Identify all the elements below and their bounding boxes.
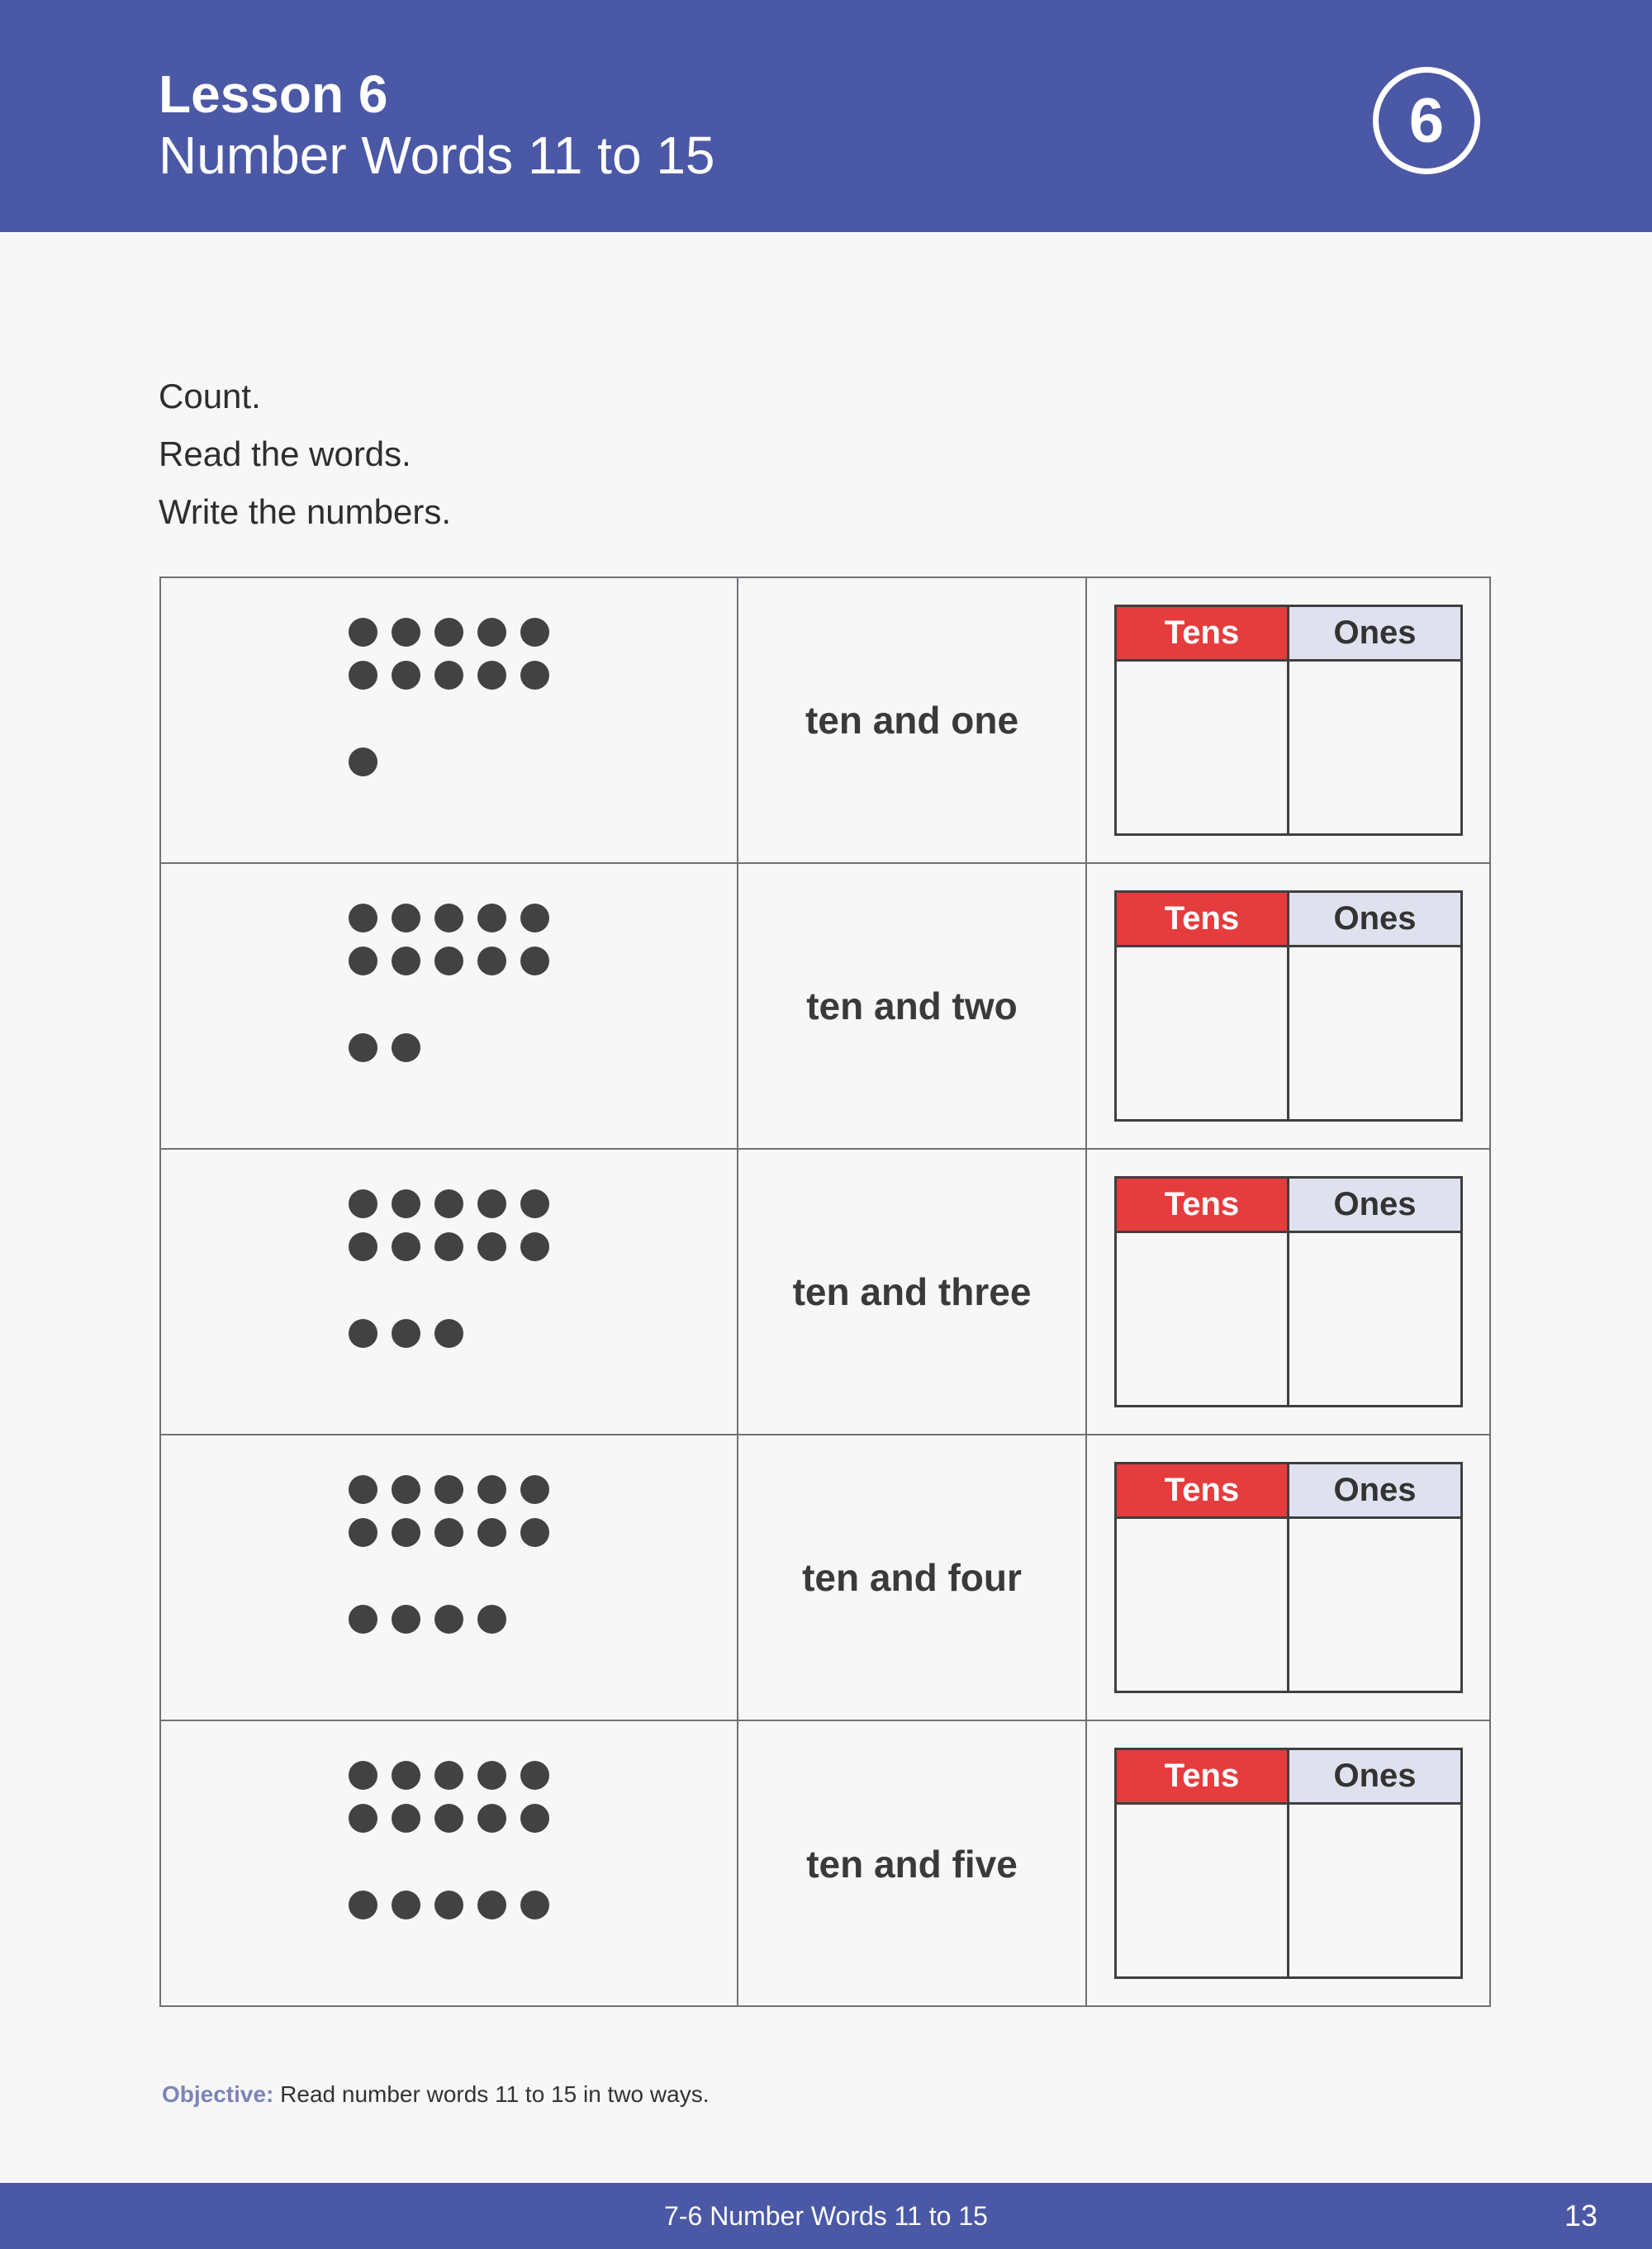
number-words: ten and three [738, 1150, 1087, 1434]
lesson-label: Lesson 6 [159, 64, 388, 124]
counting-dots-cell [161, 1721, 738, 2007]
chart-divider [1287, 662, 1289, 833]
counting-dot [434, 1761, 463, 1790]
table-row [161, 1435, 1489, 1721]
counting-dot [392, 1761, 420, 1790]
counting-dot [434, 904, 463, 932]
tens-header: Tens [1117, 607, 1289, 662]
counting-dot [349, 1804, 377, 1833]
counting-dot [349, 1605, 377, 1634]
counting-dot [392, 1232, 420, 1261]
number-words: ten and four [738, 1435, 1087, 1720]
counting-dot [520, 1891, 549, 1919]
number-words: ten and one [738, 578, 1087, 862]
counting-dots-cell [161, 578, 738, 862]
number-words: ten and five [738, 1721, 1087, 2007]
counting-dot [434, 1232, 463, 1261]
place-value-chart [1114, 1176, 1463, 1407]
counting-dot [434, 1804, 463, 1833]
table-row [161, 578, 1489, 864]
place-value-cell [1087, 1435, 1489, 1720]
counting-dot [349, 1475, 377, 1504]
counting-dot [349, 747, 377, 776]
table-row [161, 864, 1489, 1150]
counting-dot [434, 1319, 463, 1348]
counting-dot [520, 1232, 549, 1261]
place-value-cell [1087, 1721, 1489, 2007]
objective [162, 2081, 709, 2108]
counting-dot [520, 661, 549, 690]
counting-dot [434, 1518, 463, 1547]
counting-dot [520, 1189, 549, 1218]
ones-header: Ones [1289, 893, 1460, 947]
counting-dot [392, 661, 420, 690]
lesson-number-badge: 6 [1373, 67, 1480, 174]
ones-header: Ones [1289, 1179, 1460, 1233]
footer-title: 7-6 Number Words 11 to 15 [664, 2200, 988, 2231]
tens-header: Tens [1117, 1750, 1289, 1805]
counting-dot [477, 904, 506, 932]
counting-dot [392, 1319, 420, 1348]
objective-text: Read number words 11 to 15 in two ways. [280, 2081, 710, 2107]
counting-dot [434, 1189, 463, 1218]
instruction-read: Read the words. [159, 434, 411, 473]
place-value-cell [1087, 1150, 1489, 1434]
counting-dot [477, 618, 506, 647]
counting-dot [477, 947, 506, 975]
counting-dot [434, 661, 463, 690]
place-value-chart [1114, 1462, 1463, 1693]
counting-dot [349, 1761, 377, 1790]
place-value-cell [1087, 578, 1489, 862]
counting-dot [392, 947, 420, 975]
instruction-write: Write the numbers. [159, 492, 452, 531]
counting-dot [520, 1475, 549, 1504]
counting-dot [392, 1518, 420, 1547]
footer-bar [0, 2183, 1652, 2249]
instruction-count: Count. [159, 377, 261, 415]
counting-dot [520, 1804, 549, 1833]
counting-dots-cell [161, 1150, 738, 1434]
chart-divider [1287, 1233, 1289, 1405]
counting-dot [349, 904, 377, 932]
counting-dot [477, 1761, 506, 1790]
counting-dot [477, 661, 506, 690]
counting-dot [392, 904, 420, 932]
counting-dot [392, 1475, 420, 1504]
counting-dot [392, 1033, 420, 1062]
ones-header: Ones [1289, 1750, 1460, 1805]
counting-dot [477, 1804, 506, 1833]
counting-dot [392, 1189, 420, 1218]
counting-dot [477, 1475, 506, 1504]
counting-dot [520, 618, 549, 647]
counting-dot [392, 1891, 420, 1919]
table-row [161, 1150, 1489, 1435]
counting-dot [434, 618, 463, 647]
place-value-chart [1114, 1748, 1463, 1979]
counting-dots-cell [161, 1435, 738, 1720]
number-words: ten and two [738, 864, 1087, 1148]
counting-dot [349, 1319, 377, 1348]
table-row [161, 1721, 1489, 2007]
counting-dot [349, 947, 377, 975]
ones-header: Ones [1289, 607, 1460, 662]
counting-dot [349, 1891, 377, 1919]
objective-label: Objective: [162, 2081, 274, 2107]
counting-dot [520, 1518, 549, 1547]
chart-divider [1287, 1805, 1289, 1976]
counting-dot [349, 618, 377, 647]
counting-dot [349, 1033, 377, 1062]
place-value-cell [1087, 864, 1489, 1148]
counting-dot [349, 1518, 377, 1547]
counting-dot [349, 1232, 377, 1261]
ones-header: Ones [1289, 1464, 1460, 1519]
counting-dots-cell [161, 864, 738, 1148]
counting-dot [434, 1605, 463, 1634]
counting-dot [392, 618, 420, 647]
page-number: 13 [1564, 2199, 1597, 2232]
counting-dot [477, 1518, 506, 1547]
counting-dot [477, 1189, 506, 1218]
chart-divider [1287, 1519, 1289, 1691]
place-value-chart [1114, 605, 1463, 836]
instructions [159, 368, 451, 541]
counting-dot [520, 947, 549, 975]
counting-dot [477, 1891, 506, 1919]
counting-dot [349, 1189, 377, 1218]
counting-dot [392, 1605, 420, 1634]
counting-dot [477, 1232, 506, 1261]
tens-header: Tens [1117, 1179, 1289, 1233]
tens-header: Tens [1117, 1464, 1289, 1519]
counting-dot [520, 904, 549, 932]
worksheet-table [159, 576, 1491, 2007]
place-value-chart [1114, 890, 1463, 1122]
counting-dot [434, 1891, 463, 1919]
counting-dot [434, 1475, 463, 1504]
chart-divider [1287, 947, 1289, 1119]
lesson-header [0, 0, 1652, 232]
counting-dot [520, 1761, 549, 1790]
counting-dot [477, 1605, 506, 1634]
lesson-title: Number Words 11 to 15 [159, 126, 715, 185]
counting-dot [434, 947, 463, 975]
tens-header: Tens [1117, 893, 1289, 947]
counting-dot [392, 1804, 420, 1833]
counting-dot [349, 661, 377, 690]
